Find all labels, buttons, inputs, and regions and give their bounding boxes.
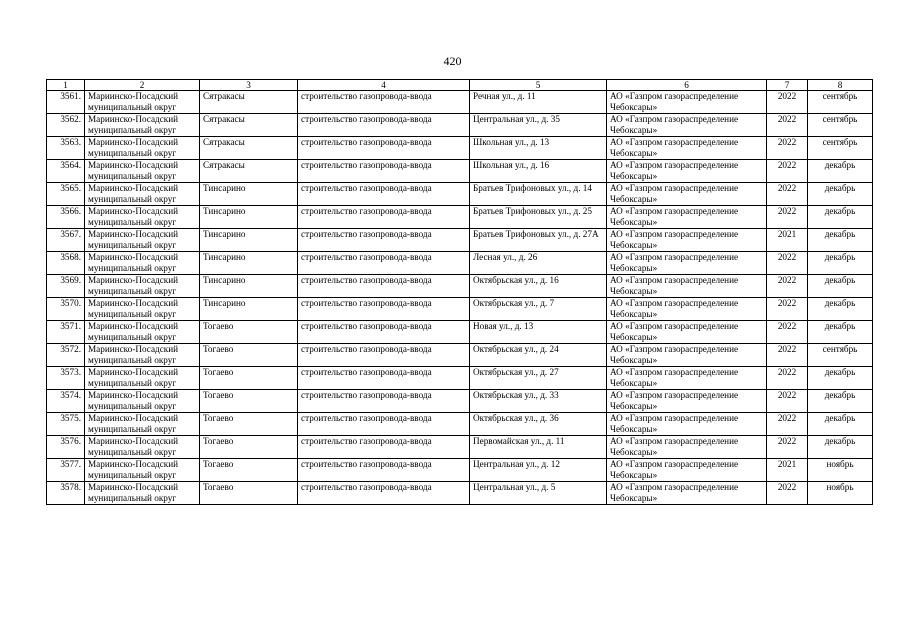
work-type-cell: строительство газопровода-ввода <box>298 390 470 413</box>
year-cell: 2022 <box>767 275 808 298</box>
row-number: 3564. <box>47 160 85 183</box>
district-cell: Мариинско-Посадский муниципальный округ <box>85 160 200 183</box>
district-cell: Мариинско-Посадский муниципальный округ <box>85 367 200 390</box>
column-header: 3 <box>200 80 298 91</box>
row-number: 3567. <box>47 229 85 252</box>
organization-cell: АО «Газпром газораспределение Чебоксары» <box>607 390 767 413</box>
row-number: 3570. <box>47 298 85 321</box>
settlement-cell: Сятракасы <box>200 114 298 137</box>
month-cell: сентябрь <box>808 344 873 367</box>
month-cell: ноябрь <box>808 459 873 482</box>
row-number: 3578. <box>47 482 85 505</box>
work-type-cell: строительство газопровода-ввода <box>298 459 470 482</box>
address-cell: Октябрьская ул., д. 33 <box>470 390 607 413</box>
column-header: 2 <box>85 80 200 91</box>
district-cell: Мариинско-Посадский муниципальный округ <box>85 298 200 321</box>
year-cell: 2022 <box>767 390 808 413</box>
settlement-cell: Тогаево <box>200 436 298 459</box>
district-cell: Мариинско-Посадский муниципальный округ <box>85 413 200 436</box>
address-cell: Центральная ул., д. 35 <box>470 114 607 137</box>
table-row <box>47 160 873 183</box>
month-cell: декабрь <box>808 298 873 321</box>
row-number: 3565. <box>47 183 85 206</box>
settlement-cell: Тинсарино <box>200 275 298 298</box>
organization-cell: АО «Газпром газораспределение Чебоксары» <box>607 367 767 390</box>
district-cell: Мариинско-Посадский муниципальный округ <box>85 344 200 367</box>
table-body <box>47 80 873 505</box>
month-cell: декабрь <box>808 252 873 275</box>
work-type-cell: строительство газопровода-ввода <box>298 298 470 321</box>
month-cell: сентябрь <box>808 91 873 114</box>
organization-cell: АО «Газпром газораспределение Чебоксары» <box>607 298 767 321</box>
work-type-cell: строительство газопровода-ввода <box>298 275 470 298</box>
month-cell: декабрь <box>808 390 873 413</box>
district-cell: Мариинско-Посадский муниципальный округ <box>85 482 200 505</box>
organization-cell: АО «Газпром газораспределение Чебоксары» <box>607 436 767 459</box>
column-number-row <box>47 80 873 91</box>
work-type-cell: строительство газопровода-ввода <box>298 91 470 114</box>
table-row <box>47 298 873 321</box>
month-cell: декабрь <box>808 321 873 344</box>
gas-pipeline-table <box>46 79 873 505</box>
year-cell: 2022 <box>767 321 808 344</box>
settlement-cell: Тинсарино <box>200 298 298 321</box>
work-type-cell: строительство газопровода-ввода <box>298 114 470 137</box>
work-type-cell: строительство газопровода-ввода <box>298 436 470 459</box>
month-cell: ноябрь <box>808 482 873 505</box>
column-header: 8 <box>808 80 873 91</box>
row-number: 3571. <box>47 321 85 344</box>
address-cell: Октябрьская ул., д. 16 <box>470 275 607 298</box>
table-row <box>47 321 873 344</box>
address-cell: Школьная ул., д. 13 <box>470 137 607 160</box>
address-cell: Новая ул., д. 13 <box>470 321 607 344</box>
column-header: 7 <box>767 80 808 91</box>
settlement-cell: Тогаево <box>200 390 298 413</box>
work-type-cell: строительство газопровода-ввода <box>298 413 470 436</box>
table-row <box>47 367 873 390</box>
year-cell: 2022 <box>767 137 808 160</box>
year-cell: 2022 <box>767 344 808 367</box>
table-row <box>47 344 873 367</box>
column-header: 1 <box>47 80 85 91</box>
table-row <box>47 390 873 413</box>
district-cell: Мариинско-Посадский муниципальный округ <box>85 275 200 298</box>
table-row <box>47 137 873 160</box>
month-cell: декабрь <box>808 367 873 390</box>
settlement-cell: Тинсарино <box>200 229 298 252</box>
year-cell: 2022 <box>767 252 808 275</box>
organization-cell: АО «Газпром газораспределение Чебоксары» <box>607 137 767 160</box>
settlement-cell: Тогаево <box>200 413 298 436</box>
year-cell: 2022 <box>767 298 808 321</box>
year-cell: 2022 <box>767 482 808 505</box>
work-type-cell: строительство газопровода-ввода <box>298 206 470 229</box>
address-cell: Октябрьская ул., д. 7 <box>470 298 607 321</box>
column-header: 6 <box>607 80 767 91</box>
year-cell: 2022 <box>767 413 808 436</box>
row-number: 3569. <box>47 275 85 298</box>
address-cell: Первомайская ул., д. 11 <box>470 436 607 459</box>
row-number: 3566. <box>47 206 85 229</box>
address-cell: Октябрьская ул., д. 24 <box>470 344 607 367</box>
page-number: 420 <box>443 54 462 68</box>
address-cell: Братьев Трифоновых ул., д. 14 <box>470 183 607 206</box>
column-header: 5 <box>470 80 607 91</box>
row-number: 3562. <box>47 114 85 137</box>
row-number: 3561. <box>47 91 85 114</box>
district-cell: Мариинско-Посадский муниципальный округ <box>85 436 200 459</box>
year-cell: 2022 <box>767 91 808 114</box>
address-cell: Октябрьская ул., д. 27 <box>470 367 607 390</box>
month-cell: декабрь <box>808 206 873 229</box>
organization-cell: АО «Газпром газораспределение Чебоксары» <box>607 160 767 183</box>
year-cell: 2022 <box>767 160 808 183</box>
month-cell: сентябрь <box>808 114 873 137</box>
month-cell: декабрь <box>808 183 873 206</box>
work-type-cell: строительство газопровода-ввода <box>298 321 470 344</box>
year-cell: 2022 <box>767 183 808 206</box>
settlement-cell: Тогаево <box>200 367 298 390</box>
district-cell: Мариинско-Посадский муниципальный округ <box>85 206 200 229</box>
row-number: 3575. <box>47 413 85 436</box>
table-row <box>47 459 873 482</box>
work-type-cell: строительство газопровода-ввода <box>298 160 470 183</box>
row-number: 3572. <box>47 344 85 367</box>
organization-cell: АО «Газпром газораспределение Чебоксары» <box>607 275 767 298</box>
table-row <box>47 275 873 298</box>
column-header: 4 <box>298 80 470 91</box>
settlement-cell: Сятракасы <box>200 160 298 183</box>
address-cell: Школьная ул., д. 16 <box>470 160 607 183</box>
year-cell: 2022 <box>767 206 808 229</box>
table-row <box>47 252 873 275</box>
settlement-cell: Тогаево <box>200 482 298 505</box>
year-cell: 2021 <box>767 229 808 252</box>
settlement-cell: Тинсарино <box>200 252 298 275</box>
settlement-cell: Тогаево <box>200 321 298 344</box>
year-cell: 2021 <box>767 459 808 482</box>
organization-cell: АО «Газпром газораспределение Чебоксары» <box>607 482 767 505</box>
district-cell: Мариинско-Посадский муниципальный округ <box>85 321 200 344</box>
organization-cell: АО «Газпром газораспределение Чебоксары» <box>607 344 767 367</box>
row-number: 3574. <box>47 390 85 413</box>
district-cell: Мариинско-Посадский муниципальный округ <box>85 229 200 252</box>
table-row <box>47 229 873 252</box>
table-row <box>47 183 873 206</box>
settlement-cell: Тинсарино <box>200 183 298 206</box>
organization-cell: АО «Газпром газораспределение Чебоксары» <box>607 229 767 252</box>
row-number: 3576. <box>47 436 85 459</box>
district-cell: Мариинско-Посадский муниципальный округ <box>85 459 200 482</box>
address-cell: Центральная ул., д. 5 <box>470 482 607 505</box>
table-row <box>47 114 873 137</box>
organization-cell: АО «Газпром газораспределение Чебоксары» <box>607 114 767 137</box>
month-cell: декабрь <box>808 229 873 252</box>
settlement-cell: Тинсарино <box>200 206 298 229</box>
organization-cell: АО «Газпром газораспределение Чебоксары» <box>607 183 767 206</box>
month-cell: декабрь <box>808 413 873 436</box>
settlement-cell: Тогаево <box>200 344 298 367</box>
row-number: 3573. <box>47 367 85 390</box>
settlement-cell: Сятракасы <box>200 137 298 160</box>
month-cell: декабрь <box>808 436 873 459</box>
address-cell: Речная ул., д. 11 <box>470 91 607 114</box>
address-cell: Октябрьская ул., д. 36 <box>470 413 607 436</box>
organization-cell: АО «Газпром газораспределение Чебоксары» <box>607 206 767 229</box>
district-cell: Мариинско-Посадский муниципальный округ <box>85 183 200 206</box>
work-type-cell: строительство газопровода-ввода <box>298 367 470 390</box>
address-cell: Лесная ул., д. 26 <box>470 252 607 275</box>
month-cell: декабрь <box>808 160 873 183</box>
address-cell: Братьев Трифоновых ул., д. 25 <box>470 206 607 229</box>
work-type-cell: строительство газопровода-ввода <box>298 482 470 505</box>
work-type-cell: строительство газопровода-ввода <box>298 229 470 252</box>
table-row <box>47 91 873 114</box>
settlement-cell: Сятракасы <box>200 91 298 114</box>
organization-cell: АО «Газпром газораспределение Чебоксары» <box>607 413 767 436</box>
row-number: 3577. <box>47 459 85 482</box>
table-row <box>47 413 873 436</box>
work-type-cell: строительство газопровода-ввода <box>298 344 470 367</box>
settlement-cell: Тогаево <box>200 459 298 482</box>
work-type-cell: строительство газопровода-ввода <box>298 183 470 206</box>
table-row <box>47 206 873 229</box>
table-row <box>47 436 873 459</box>
district-cell: Мариинско-Посадский муниципальный округ <box>85 137 200 160</box>
year-cell: 2022 <box>767 114 808 137</box>
organization-cell: АО «Газпром газораспределение Чебоксары» <box>607 91 767 114</box>
district-cell: Мариинско-Посадский муниципальный округ <box>85 252 200 275</box>
row-number: 3568. <box>47 252 85 275</box>
work-type-cell: строительство газопровода-ввода <box>298 137 470 160</box>
district-cell: Мариинско-Посадский муниципальный округ <box>85 91 200 114</box>
organization-cell: АО «Газпром газораспределение Чебоксары» <box>607 459 767 482</box>
district-cell: Мариинско-Посадский муниципальный округ <box>85 390 200 413</box>
year-cell: 2022 <box>767 436 808 459</box>
address-cell: Братьев Трифоновых ул., д. 27А <box>470 229 607 252</box>
month-cell: декабрь <box>808 275 873 298</box>
address-cell: Центральная ул., д. 12 <box>470 459 607 482</box>
row-number: 3563. <box>47 137 85 160</box>
organization-cell: АО «Газпром газораспределение Чебоксары» <box>607 252 767 275</box>
organization-cell: АО «Газпром газораспределение Чебоксары» <box>607 321 767 344</box>
month-cell: сентябрь <box>808 137 873 160</box>
table-row <box>47 482 873 505</box>
work-type-cell: строительство газопровода-ввода <box>298 252 470 275</box>
year-cell: 2022 <box>767 367 808 390</box>
district-cell: Мариинско-Посадский муниципальный округ <box>85 114 200 137</box>
